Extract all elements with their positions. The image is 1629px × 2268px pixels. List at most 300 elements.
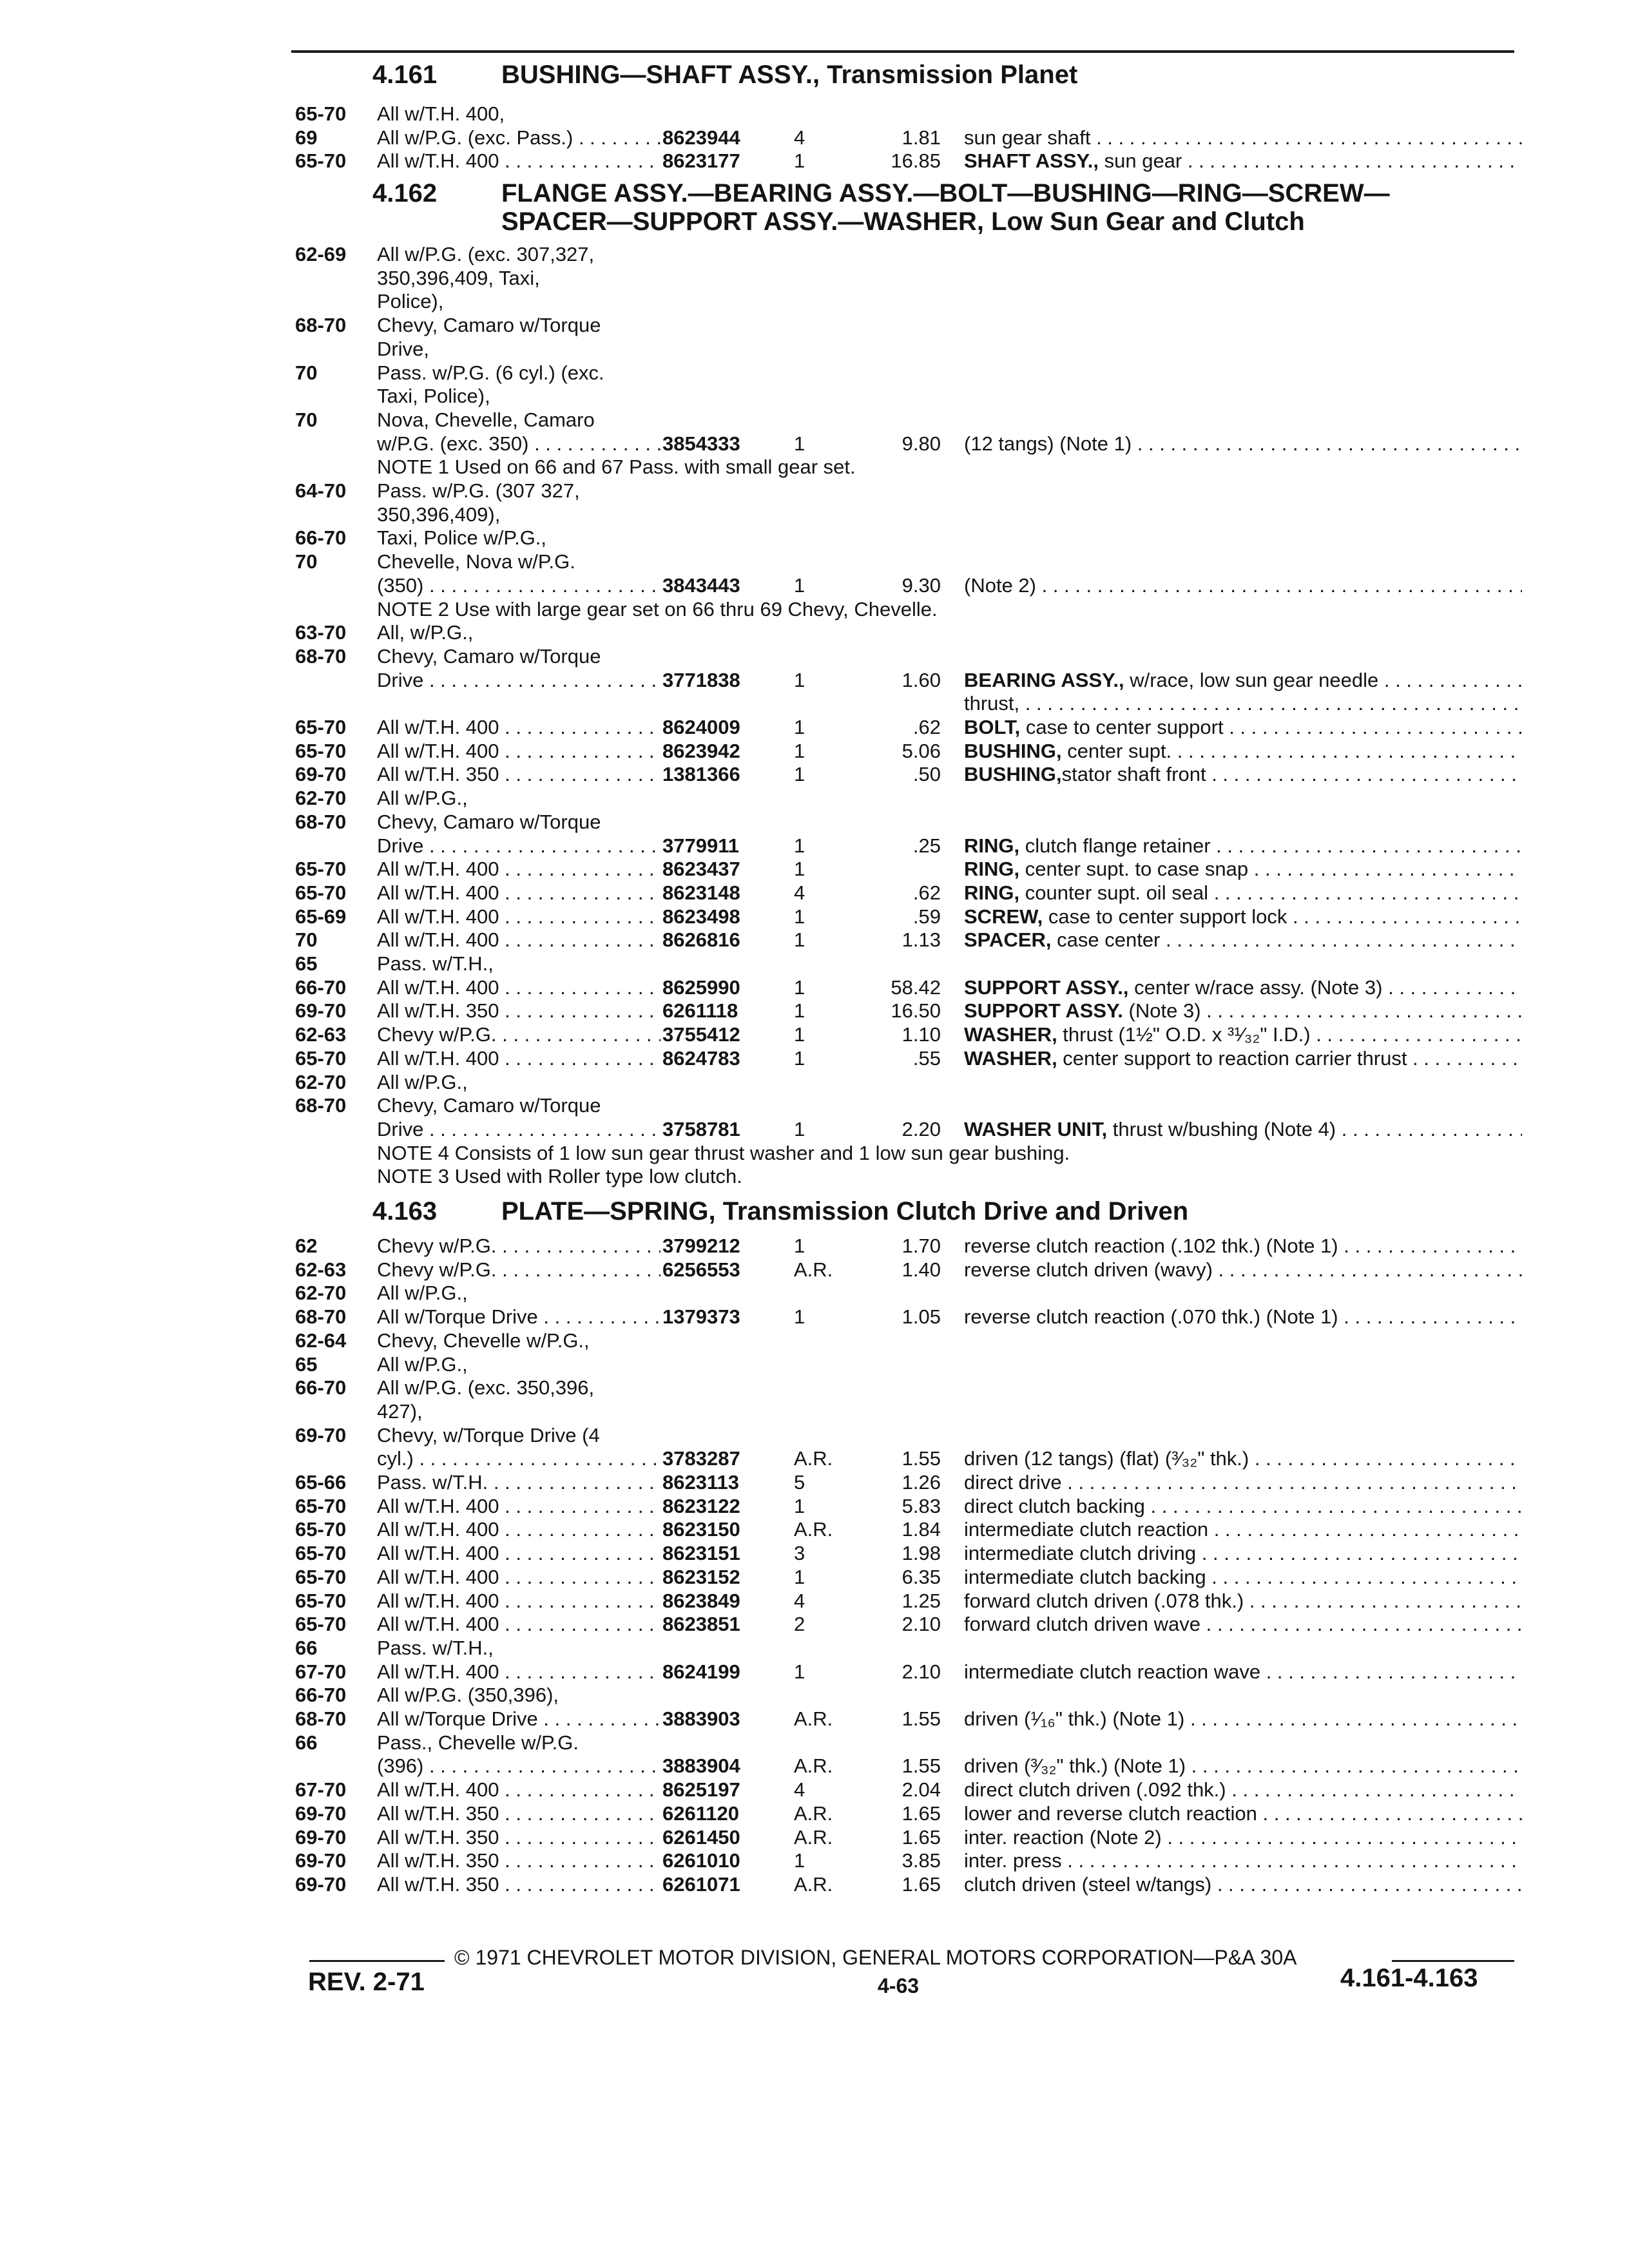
- application: Taxi, Police w/P.G.,: [377, 526, 547, 550]
- application: Chevy, w/Torque Drive (4: [377, 1423, 600, 1446]
- footer-rule-right: [1392, 1960, 1514, 1962]
- list-price: 1.60: [901, 668, 941, 691]
- description: [964, 1778, 1522, 1802]
- quantity: 1: [794, 149, 805, 173]
- part-number: 3783287: [662, 1447, 740, 1470]
- description-text: forward clutch driven (.078 thk.): [964, 1589, 1244, 1612]
- application: Chevelle, Nova w/P.G.: [377, 550, 575, 573]
- parts-row: [0, 1731, 1629, 1754]
- part-number: 8623942: [662, 739, 740, 762]
- application: Chevy, Camaro w/Torque: [377, 810, 601, 833]
- part-name: WASHER,: [964, 1046, 1057, 1070]
- part-name: BEARING ASSY.,: [964, 668, 1124, 691]
- footer-section-range: 4.161-4.163: [1340, 1964, 1478, 1992]
- description-text: (Note 2): [964, 573, 1036, 597]
- description: [964, 668, 1522, 692]
- model-years: 65-70: [295, 1565, 347, 1588]
- parts-row: [0, 1234, 1629, 1258]
- footer-revision: REV. 2-71: [308, 1968, 425, 1996]
- parts-row: [0, 905, 1629, 928]
- list-price: 1.05: [901, 1305, 941, 1329]
- list-price: 1.40: [901, 1258, 941, 1281]
- list-price: .62: [912, 881, 941, 904]
- section-4161-title: [372, 61, 1077, 89]
- application: All w/T.H. 400 . . .: [377, 928, 660, 952]
- description: [964, 905, 1522, 928]
- parts-row: [0, 573, 1629, 597]
- list-price: 1.55: [901, 1754, 941, 1778]
- model-years: 62-70: [295, 1070, 347, 1093]
- list-price: 6.35: [901, 1565, 941, 1588]
- application: All w/T.H. 400 . . .: [377, 1778, 660, 1802]
- description: [964, 1446, 1522, 1470]
- part-number: 8623122: [662, 1494, 740, 1517]
- quantity: 1: [794, 739, 805, 762]
- description: [964, 573, 1522, 597]
- model-years: 69-70: [295, 999, 347, 1023]
- footnote: NOTE 3 Used with Roller type low clutch.: [377, 1165, 742, 1188]
- description-text: w/race, low sun gear needle: [1124, 668, 1379, 691]
- part-name: BUSHING,: [964, 739, 1062, 762]
- application: Drive,: [377, 337, 429, 360]
- description: [964, 1258, 1522, 1282]
- application: All w/T.H. 350 . . .: [377, 999, 660, 1023]
- part-name: SPACER,: [964, 928, 1052, 952]
- list-price: 2.20: [901, 1117, 941, 1140]
- parts-row: [0, 1070, 1629, 1094]
- description-text: center support to reaction carrier thrust . .: [1057, 1046, 1429, 1070]
- list-price: 1.81: [901, 126, 941, 149]
- parts-row: [0, 526, 1629, 550]
- list-price: 16.85: [891, 149, 941, 173]
- description-text: driven (12 tangs) (flat) (³⁄₃₂" thk.): [964, 1447, 1249, 1470]
- model-years: 70: [295, 408, 318, 431]
- quantity: 1: [794, 716, 805, 738]
- model-years: 66: [295, 1731, 318, 1754]
- part-number: 8623851: [662, 1613, 740, 1636]
- part-number: 8625197: [662, 1778, 740, 1802]
- parts-row: [0, 1517, 1629, 1541]
- model-years: 62-63: [295, 1023, 347, 1046]
- part-number: 8623151: [662, 1542, 740, 1565]
- list-price: 9.80: [901, 432, 941, 455]
- application: Pass. w/T.H.,: [377, 952, 494, 975]
- description-text: sun gear shaft: [964, 126, 1091, 149]
- parts-row: [0, 786, 1629, 810]
- list-price: .62: [912, 716, 941, 738]
- model-years: 65-70: [295, 102, 347, 125]
- quantity: 1: [794, 928, 805, 952]
- description: [964, 691, 1522, 715]
- description: [964, 432, 1522, 456]
- model-years: 65-69: [295, 905, 347, 928]
- parts-row: [0, 313, 1629, 337]
- quantity: A.R.: [794, 1707, 833, 1730]
- application: Police),: [377, 290, 444, 313]
- part-number: 3883904: [662, 1754, 740, 1778]
- model-years: 66-70: [295, 975, 347, 999]
- part-number: 8625990: [662, 975, 740, 999]
- application: All w/T.H. 400 . . .: [377, 1046, 660, 1070]
- quantity: 1: [794, 1046, 805, 1070]
- parts-row: [0, 384, 1629, 408]
- description-text: reverse clutch reaction (.102 thk.) (Note 1): [964, 1235, 1338, 1257]
- part-number: 6261118: [662, 999, 738, 1023]
- description: [964, 762, 1522, 786]
- description: [964, 715, 1522, 739]
- description: [964, 1825, 1522, 1849]
- quantity: 4: [794, 126, 805, 149]
- model-years: 69: [295, 126, 318, 149]
- application: Chevy w/P.G. . . .: [377, 1234, 660, 1258]
- description: [964, 149, 1522, 173]
- part-number: 3779911: [662, 834, 739, 857]
- list-price: 1.84: [901, 1518, 941, 1541]
- parts-row: [0, 668, 1629, 692]
- model-years: 62-70: [295, 787, 347, 810]
- application: All w/T.H. 400 . . .: [377, 1589, 660, 1613]
- model-years: 68-70: [295, 314, 347, 337]
- parts-row: [0, 1636, 1629, 1660]
- list-price: 1.55: [901, 1707, 941, 1730]
- parts-row: [0, 1117, 1629, 1141]
- parts-row: [0, 1376, 1629, 1399]
- part-number: 6261071: [662, 1872, 740, 1896]
- part-number: 8623177: [662, 149, 740, 173]
- description-text: reverse clutch driven (wavy): [964, 1258, 1213, 1281]
- description-text: driven (¹⁄₁₆" thk.) (Note 1): [964, 1707, 1185, 1730]
- description-text: intermediate clutch reaction wave: [964, 1660, 1261, 1683]
- parts-row: [0, 1541, 1629, 1565]
- model-years: 65-70: [295, 1589, 347, 1612]
- description-text: center w/race assy. (Note 3): [1128, 975, 1383, 999]
- footer-rule-left: [309, 1960, 445, 1962]
- quantity: 5: [794, 1471, 805, 1494]
- model-years: 68-70: [295, 810, 347, 833]
- list-price: 1.98: [901, 1542, 941, 1565]
- description: [964, 1305, 1522, 1329]
- application: All w/T.H. 400 . . .: [377, 881, 660, 905]
- description: [964, 1117, 1522, 1141]
- part-name: WASHER UNIT,: [964, 1117, 1108, 1140]
- section-heading: PLATE—SPRING, Transmission Clutch Drive and Driven: [501, 1197, 1189, 1225]
- model-years: 68-70: [295, 644, 347, 668]
- application: All w/Torque Drive . . .: [377, 1305, 660, 1329]
- model-years: 65-70: [295, 149, 347, 173]
- quantity: A.R.: [794, 1518, 833, 1541]
- model-years: 66-70: [295, 1376, 347, 1399]
- model-years: 69-70: [295, 1849, 347, 1872]
- parts-row: [0, 952, 1629, 975]
- part-number: 6261010: [662, 1849, 740, 1872]
- model-years: 63-70: [295, 621, 347, 644]
- list-price: .50: [912, 763, 941, 786]
- parts-row: [0, 691, 1629, 715]
- application: All w/T.H. 400 . . .: [377, 149, 660, 173]
- application: All w/P.G.,: [377, 1282, 468, 1305]
- description-text: (12 tangs) (Note 1): [964, 432, 1132, 455]
- description: [964, 1849, 1522, 1872]
- model-years: 64-70: [295, 479, 347, 502]
- description: [964, 1023, 1522, 1046]
- section-number: 4.161: [372, 61, 438, 89]
- parts-row: [0, 1660, 1629, 1684]
- list-price: 1.65: [901, 1872, 941, 1896]
- part-number: 3755412: [662, 1023, 740, 1046]
- application: All w/P.G.,: [377, 1352, 468, 1376]
- footer-copyright: © 1971 CHEVROLET MOTOR DIVISION, GENERAL MOTORS CORPORATION—P&A 30A: [454, 1946, 1297, 1969]
- parts-row: [0, 1589, 1629, 1613]
- parts-row: [0, 1707, 1629, 1731]
- list-price: 1.26: [901, 1471, 941, 1494]
- model-years: 62-70: [295, 1282, 347, 1305]
- description: [964, 1589, 1522, 1613]
- application: (396) . . .: [377, 1754, 660, 1778]
- list-price: .25: [912, 834, 941, 857]
- description: [964, 857, 1522, 881]
- model-years: 65-70: [295, 1046, 347, 1070]
- part-number: 3843443: [662, 573, 740, 597]
- application: All w/T.H. 350 . . .: [377, 1849, 660, 1872]
- parts-row: [0, 1023, 1629, 1046]
- application: Pass. w/P.G. (307 327,: [377, 479, 580, 502]
- parts-row: [0, 928, 1629, 952]
- parts-row: [0, 479, 1629, 503]
- application: All, w/P.G.,: [377, 621, 474, 644]
- model-years: 65-70: [295, 739, 347, 762]
- application: All w/T.H. 400 . . .: [377, 905, 660, 928]
- part-number: 3771838: [662, 668, 740, 691]
- application: Chevy w/P.G. . . .: [377, 1023, 660, 1046]
- list-price: 5.06: [901, 739, 941, 762]
- quantity: 1: [794, 858, 805, 881]
- footnote: NOTE 1 Used on 66 and 67 Pass. with small gear set.: [377, 456, 856, 479]
- part-name: SHAFT ASSY.,: [964, 149, 1099, 173]
- list-price: 1.65: [901, 1802, 941, 1825]
- quantity: 1: [794, 834, 805, 857]
- description-text: reverse clutch reaction (.070 thk.) (Note 1): [964, 1305, 1338, 1329]
- model-years: 65-70: [295, 1518, 347, 1541]
- description: [964, 1802, 1522, 1825]
- part-name: RING,: [964, 858, 1020, 881]
- model-years: 62-69: [295, 243, 347, 265]
- model-years: 70: [295, 928, 318, 952]
- list-price: 1.13: [901, 928, 941, 952]
- description: [964, 928, 1522, 952]
- model-years: 65-70: [295, 1542, 347, 1565]
- parts-row: [0, 550, 1629, 573]
- list-price: 1.65: [901, 1825, 941, 1849]
- model-years: 65-70: [295, 716, 347, 738]
- application: All w/T.H. 400 . . .: [377, 715, 660, 739]
- parts-row: [0, 715, 1629, 739]
- parts-row: [0, 1423, 1629, 1447]
- part-number: 3854333: [662, 432, 740, 455]
- parts-row: [0, 102, 1629, 126]
- parts-row: [0, 1683, 1629, 1707]
- quantity: 1: [794, 999, 805, 1023]
- section-number: 4.162: [372, 179, 438, 207]
- application: All w/P.G.,: [377, 1070, 468, 1093]
- model-years: 70: [295, 361, 318, 384]
- description-text: lower and reverse clutch reaction: [964, 1802, 1257, 1825]
- description-text: sun gear: [1099, 149, 1182, 173]
- part-number: 8624199: [662, 1660, 740, 1683]
- model-years: 68-70: [295, 1305, 347, 1329]
- list-price: 5.83: [901, 1494, 941, 1517]
- list-price: 2.04: [901, 1778, 941, 1802]
- part-name: BOLT,: [964, 716, 1021, 738]
- quantity: A.R.: [794, 1872, 833, 1896]
- quantity: 1: [794, 1235, 805, 1257]
- application: Pass. w/T.H. . . .: [377, 1470, 660, 1494]
- model-years: 65-70: [295, 1613, 347, 1636]
- parts-row: [0, 644, 1629, 668]
- parts-row: [0, 289, 1629, 313]
- part-name: RING,: [964, 834, 1020, 857]
- description-text: inter. reaction (Note 2): [964, 1825, 1162, 1849]
- application: All w/T.H. 350 . . .: [377, 1825, 660, 1849]
- part-number: 8623152: [662, 1565, 740, 1588]
- section-heading: BUSHING—SHAFT ASSY., Transmission Planet: [501, 61, 1078, 89]
- application: All w/P.G. (350,396),: [377, 1684, 559, 1707]
- application: All w/T.H. 400,: [377, 102, 505, 125]
- quantity: 1: [794, 668, 805, 691]
- list-price: 58.42: [891, 975, 941, 999]
- application: Pass. w/T.H.,: [377, 1636, 494, 1659]
- quantity: 1: [794, 1660, 805, 1683]
- part-number: 1381366: [662, 763, 740, 786]
- part-number: 6256553: [662, 1258, 740, 1281]
- part-number: 1379373: [662, 1305, 740, 1329]
- application: All w/T.H. 350 . . .: [377, 1802, 660, 1825]
- description: [964, 1046, 1522, 1070]
- application: All w/T.H. 400 . . .: [377, 1541, 660, 1565]
- model-years: 66: [295, 1636, 318, 1659]
- model-years: 69-70: [295, 1802, 347, 1825]
- application: All w/T.H. 400 . . .: [377, 975, 660, 999]
- quantity: A.R.: [794, 1825, 833, 1849]
- top-rule: [291, 50, 1514, 53]
- model-years: 69-70: [295, 1872, 347, 1896]
- model-years: 69-70: [295, 763, 347, 786]
- description-text: thrust w/bushing (Note 4): [1107, 1117, 1336, 1140]
- application: 427),: [377, 1399, 423, 1423]
- application: 350,396,409),: [377, 503, 501, 526]
- parts-row: [0, 620, 1629, 644]
- application: 350,396,409, Taxi,: [377, 266, 540, 289]
- application: Pass. w/P.G. (6 cyl.) (exc.: [377, 361, 604, 384]
- parts-row: [0, 1470, 1629, 1494]
- application: All w/P.G. (exc. 350,396,: [377, 1376, 595, 1399]
- quantity: A.R.: [794, 1258, 833, 1281]
- application: Pass., Chevelle w/P.G.: [377, 1731, 579, 1754]
- footer-page-number: 4-63: [878, 1974, 920, 1997]
- application: Chevy, Camaro w/Torque: [377, 644, 601, 668]
- description: [964, 126, 1522, 149]
- list-price: .59: [912, 905, 941, 928]
- quantity: 1: [794, 1849, 805, 1872]
- application: All w/P.G. (exc. Pass.) . . . . . .: [377, 126, 660, 149]
- application: Chevy, Chevelle w/P.G.,: [377, 1329, 590, 1352]
- model-years: 65-66: [295, 1471, 347, 1494]
- part-number: 8626816: [662, 928, 740, 952]
- application: (350) . . .: [377, 573, 660, 597]
- parts-row: [0, 881, 1629, 905]
- description-text: center supt.: [1061, 739, 1172, 762]
- application: Nova, Chevelle, Camaro: [377, 408, 595, 431]
- part-number: 8623849: [662, 1589, 740, 1612]
- model-years: 70: [295, 550, 318, 573]
- description-text: direct clutch backing: [964, 1494, 1145, 1517]
- description-text: driven (³⁄₃₂" thk.) (Note 1): [964, 1754, 1186, 1778]
- description: [964, 834, 1522, 858]
- part-number: 8624009: [662, 716, 740, 738]
- parts-row: [0, 432, 1629, 456]
- application: Chevy, Camaro w/Torque: [377, 1094, 601, 1117]
- parts-row: [0, 1802, 1629, 1825]
- description: [964, 1660, 1522, 1684]
- parts-row: [0, 1565, 1629, 1589]
- description-text: (Note 3): [1123, 999, 1201, 1023]
- parts-row: [0, 1754, 1629, 1778]
- model-years: 65-70: [295, 1494, 347, 1517]
- list-price: 1.70: [901, 1235, 941, 1257]
- parts-row: [0, 1446, 1629, 1470]
- part-number: 8623150: [662, 1518, 740, 1541]
- list-price: 3.85: [901, 1849, 941, 1872]
- parts-row: [0, 408, 1629, 432]
- description-text: thrust,: [964, 692, 1020, 715]
- description: [964, 1494, 1522, 1518]
- model-years: 62-63: [295, 1258, 347, 1281]
- application: Taxi, Police),: [377, 385, 490, 408]
- description-text: center supt. to case snap: [1019, 858, 1249, 881]
- parts-row: [0, 857, 1629, 881]
- application: All w/T.H. 400 . . .: [377, 739, 660, 763]
- model-years: 62: [295, 1235, 318, 1257]
- description: [964, 1612, 1522, 1636]
- description-text: clutch driven (steel w/tangs): [964, 1872, 1212, 1896]
- application: Chevy w/P.G. . . .: [377, 1258, 660, 1282]
- model-years: 69-70: [295, 1825, 347, 1849]
- parts-row: [0, 762, 1629, 786]
- parts-row: [0, 1281, 1629, 1305]
- model-years: 62-64: [295, 1329, 347, 1352]
- quantity: 1: [794, 432, 805, 455]
- description-text: thrust (1½" O.D. x ³¹⁄₃₂" I.D.): [1057, 1023, 1311, 1046]
- parts-row: [0, 975, 1629, 999]
- quantity: 1: [794, 975, 805, 999]
- description: [964, 1872, 1522, 1896]
- part-number: 8623437: [662, 858, 740, 881]
- part-name: SUPPORT ASSY.: [964, 999, 1123, 1023]
- description-text: case to center support: [1020, 716, 1224, 738]
- part-number: 8624783: [662, 1046, 740, 1070]
- part-number: 6261450: [662, 1825, 740, 1849]
- parts-row: [0, 1494, 1629, 1518]
- model-years: 65: [295, 1352, 318, 1376]
- parts-row: [0, 337, 1629, 361]
- description: [964, 1541, 1522, 1565]
- list-price: 1.10: [901, 1023, 941, 1046]
- description: [964, 739, 1522, 763]
- list-price: 1.55: [901, 1447, 941, 1470]
- part-number: 3883903: [662, 1707, 740, 1730]
- parts-row: [0, 999, 1629, 1023]
- application: All w/T.H. 400 . . .: [377, 1517, 660, 1541]
- model-years: 69-70: [295, 1423, 347, 1446]
